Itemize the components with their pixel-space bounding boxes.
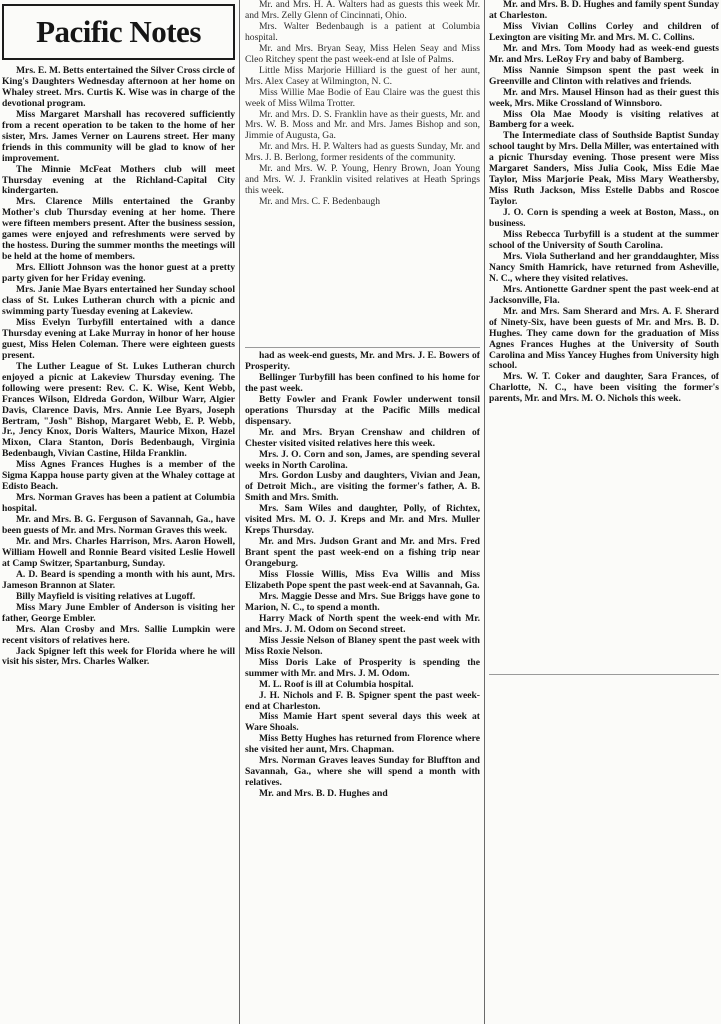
news-item: Miss Evelyn Turbyfill entertained with a dance Thursday evening at Lake Murray in honor of her house guest, Miss Helen Coleman. There were eighteen guests present.	[2, 316, 235, 361]
news-item: Mrs. Janie Mae Byars entertained her Sunday school class of St. Lukes Lutheran church with a picnic and swimming party Tuesday evening at Lakeview.	[2, 284, 235, 317]
news-item: Mr. and Mrs. B. D. Hughes and	[259, 788, 388, 800]
news-item: Mr. and Mrs. Charles Harrison, Mrs. Aaron Howell, William Howell and Ronnie Beard visited Leslie Howell at Camp Switzer, Spartanburg, Sunday.	[2, 535, 235, 569]
news-item: Mrs. J. O. Corn and son, James, are spending several weeks in North Carolina.	[245, 448, 480, 471]
news-item: Mr. and Mrs. Sam Sherard and Mrs. A. F. Sherard of Ninety-Six, have been guests of Mr. and Mrs. B. D. Hughes. They came down for the graduation of Miss Agnes Frances Hughes at the University of South Carolina and Miss Yancey Hughes from University high school.	[489, 305, 719, 372]
news-item: Mr. and Mrs. C. F. Bedenbaugh	[259, 196, 381, 208]
news-item: Miss Margaret Marshall has recovered sufficiently from a recent operation to be taken to the home of her sister, Mrs. James Verner on Laurens street. Her many friends in this community will be glad to know of her improvement.	[2, 108, 235, 164]
news-item: J. O. Corn is spending a week at Boston, Mass., on business.	[489, 207, 719, 230]
news-item: Mr. and Mrs. H. A. Walters had as guests this week Mr. and Mrs. Zelly Glenn of Cincinnati, Ohio.	[245, 0, 480, 21]
news-item: Mr. and Mrs. Tom Moody had as week-end guests Mr. and Mrs. LeRoy Fry and baby of Bamberg.	[489, 42, 719, 65]
news-item: Mrs. Viola Sutherland and her granddaughter, Miss Nancy Smith Hamrick, have returned from Asheville, N. C., where they visited relatives.	[489, 250, 719, 284]
news-item: J. H. Nichols and F. B. Spigner spent the past week-end at Charleston.	[245, 689, 480, 712]
news-item: Miss Rebecca Turbyfill is a student at the summer school of the University of South Carolina.	[489, 229, 719, 251]
news-item: Miss Jessie Nelson of Blaney spent the past week with Miss Roxie Nelson.	[245, 634, 480, 657]
news-item: Mr. and Mrs. B. D. Hughes and family spent Sunday at Charleston.	[489, 0, 719, 21]
news-item: The Luther League of St. Lukes Lutheran church enjoyed a picnic at Lakeview Thursday evening. The following were present: Rev. C. K. Wise, Kent Webb, Frances Wilson, Eldreda Gordon, Wilbur Warr, Algier Davis, Clarence Davis, Mrs. Annie Lee Byars, Joseph Bertram, "Josh" Bishop, Margaret Webb, E. P. Webb, Jr., Jency Knox, Doris Walters, Maurice Mixon, Hazel Mixon, Clara Stanton, Doris Bedenbaugh, Virginia Bedenbaugh, Vivian Castine, Hilda Franklin.	[2, 360, 235, 460]
news-item: Mr. and Mrs. Mausel Hinson had as their guest this week, Mrs. Mike Crossland of Winnsboro.	[489, 86, 719, 109]
news-item: Mr. and Mrs. H. P. Walters had as guests Sunday, Mr. and Mrs. J. B. Berlong, former residents of the community.	[245, 141, 480, 164]
news-item: Mrs. Elliott Johnson was the honor guest at a pretty party given for her Friday evening.	[2, 262, 235, 285]
news-item: Bellinger Turbyfill has been confined to his home for the past week.	[245, 371, 480, 394]
news-item: Mr. and Mrs. D. S. Franklin have as their guests, Mr. and Mrs. W. B. Moss and Mr. and Mrs. James Bishop and son, Jimmie of Augusta, Ga.	[245, 108, 480, 142]
news-item: Mrs. W. T. Coker and daughter, Sara Frances, of Charlotte, N. C., have been visiting the former's parents, Mr. and Mrs. M. O. Nichols this week.	[489, 371, 719, 405]
column-two-divider	[245, 347, 480, 348]
column-one	[2, 0, 235, 1024]
news-item: Miss Betty Hughes has returned from Florence where she visited her aunt, Mrs. Chapman.	[245, 733, 480, 756]
news-item: The Intermediate class of Southside Baptist Sunday school taught by Mrs. Della Miller, was entertained with a picnic Thursday evening. Those present were Miss Margaret Sanders, Miss Julia Cook, Miss Edie Mae Taylor, Miss Marjorie Peak, Miss Mary Weathersby, Miss Ruth Jackson, Miss Estelle Dabbs and Roscoe Taylor.	[489, 130, 719, 208]
news-item: Mrs. Sam Wiles and daughter, Polly, of Richtex, visited Mrs. M. O. J. Kreps and Mr. and Mrs. Muller Kreps Thursday.	[245, 503, 480, 537]
news-item: Betty Fowler and Frank Fowler underwent tonsil operations Thursday at the Pacific Mills medical dispensary.	[245, 393, 480, 427]
news-item: Mrs. Alan Crosby and Mrs. Sallie Lumpkin were recent visitors of relatives here.	[2, 623, 235, 646]
news-item: Mr. and Mrs. B. G. Ferguson of Savannah, Ga., have been guests of Mr. and Mrs. Norman Graves this week.	[2, 514, 235, 537]
news-item: Jack Spigner left this week for Florida where he will visit his sister, Mrs. Charles Walker.	[2, 645, 235, 668]
news-item: Mrs. Gordon Lusby and daughters, Vivian and Jean, of Detroit Mich., are visiting the former's father, A. B. Smith and Mrs. Smith.	[245, 470, 480, 504]
news-item: Miss Mary June Embler of Anderson is visiting her father, George Embler.	[2, 601, 235, 624]
column-rule-right	[484, 0, 485, 1024]
news-item: Little Miss Marjorie Hilliard is the guest of her aunt, Mrs. Alex Casey at Wilmington, N. C.	[245, 64, 480, 87]
news-item: Mrs. Norman Graves leaves Sunday for Bluffton and Savannah, Ga., where she will spend a month with relatives.	[245, 755, 480, 789]
news-item: Miss Mamie Hart spent several days this week at Ware Shoals.	[245, 711, 480, 734]
column-one-items	[2, 66, 235, 668]
news-item: M. L. Roof is ill at Columbia hospital.	[259, 678, 414, 690]
news-item: Mrs. Antionette Gardner spent the past week-end at Jacksonville, Fla.	[489, 283, 719, 306]
column-two	[245, 0, 480, 1024]
news-item: Harry Mack of North spent the week-end with Mr. and Mrs. J. M. Odom on Second street.	[245, 612, 480, 635]
masthead-title: Pacific Notes	[2, 4, 235, 60]
news-item: A. D. Beard is spending a month with his aunt, Mrs. Jameson Brannon at Slater.	[2, 568, 235, 591]
news-item: Mr. and Mrs. Judson Grant and Mr. and Mrs. Fred Brant spent the past week-end on a fishing trip near Orangeburg.	[245, 536, 480, 570]
column-two-top-items	[245, 0, 480, 208]
column-three-items	[489, 0, 719, 405]
news-item: Mrs. Norman Graves has been a patient at Columbia hospital.	[2, 492, 235, 515]
news-item: Mrs. Walter Bedenbaugh is a patient at Columbia hospital.	[245, 20, 480, 43]
column-three	[489, 0, 719, 1024]
news-item: Mrs. Maggie Desse and Mrs. Sue Briggs have gone to Marion, N. C., to spend a month.	[245, 590, 480, 613]
news-item: Billy Mayfield is visiting relatives at Lugoff.	[16, 590, 196, 602]
column-three-divider	[489, 674, 719, 675]
news-item: Mrs. Clarence Mills entertained the Granby Mother's club Thursday evening at her home. There were fifteen members present. After the business session, games were enjoyed and refreshments were served by the hostess. During the summer months the meetings will be held at the home of members.	[2, 196, 235, 263]
column-rule-left	[239, 0, 240, 1024]
news-item: Miss Flossie Willis, Miss Eva Willis and Miss Elizabeth Pope spent the past week-end at Savannah, Ga.	[245, 569, 480, 592]
news-item: Miss Ola Mae Moody is visiting relatives at Bamberg for a week.	[489, 108, 719, 131]
news-item: Miss Vivian Collins Corley and children of Lexington are visiting Mr. and Mrs. M. C. Collins.	[489, 20, 719, 43]
news-item: Miss Doris Lake of Prosperity is spending the summer with Mr. and Mrs. J. M. Odom.	[245, 656, 480, 679]
news-item: Miss Agnes Frances Hughes is a member of the Sigma Kappa house party given at the Whaley cottage at Edisto Beach.	[2, 459, 235, 493]
column-two-bottom-items	[245, 351, 480, 800]
news-item: Miss Willie Mae Bodie of Eau Claire was the guest this week of Miss Wilma Trotter.	[245, 86, 480, 109]
news-item: Mr. and Mrs. W. P. Young, Henry Brown, Joan Young and Mrs. W. J. Franklin visited relatives at Heath Springs this week.	[245, 163, 480, 197]
news-item: The Minnie McFeat Mothers club will meet Thursday evening at the Richland-Capital City kindergarten.	[2, 163, 235, 197]
news-item: had as week-end guests, Mr. and Mrs. J. E. Bowers of Prosperity.	[245, 350, 480, 372]
news-item: Mr. and Mrs. Bryan Seay, Miss Helen Seay and Miss Cleo Ritchey spent the past week-end at Isle of Palms.	[245, 42, 480, 65]
news-item: Miss Nannie Simpson spent the past week in Greenville and Clinton with relatives and friends.	[489, 64, 719, 87]
news-item: Mr. and Mrs. Bryan Crenshaw and children of Chester visited visited relatives here this week.	[245, 426, 480, 449]
news-item: Mrs. E. M. Betts entertained the Silver Cross circle of King's Daughters Wednesday afternoon at her home on Whaley street. Mrs. Curtis K. Wise was in charge of the devotional program.	[2, 65, 235, 109]
